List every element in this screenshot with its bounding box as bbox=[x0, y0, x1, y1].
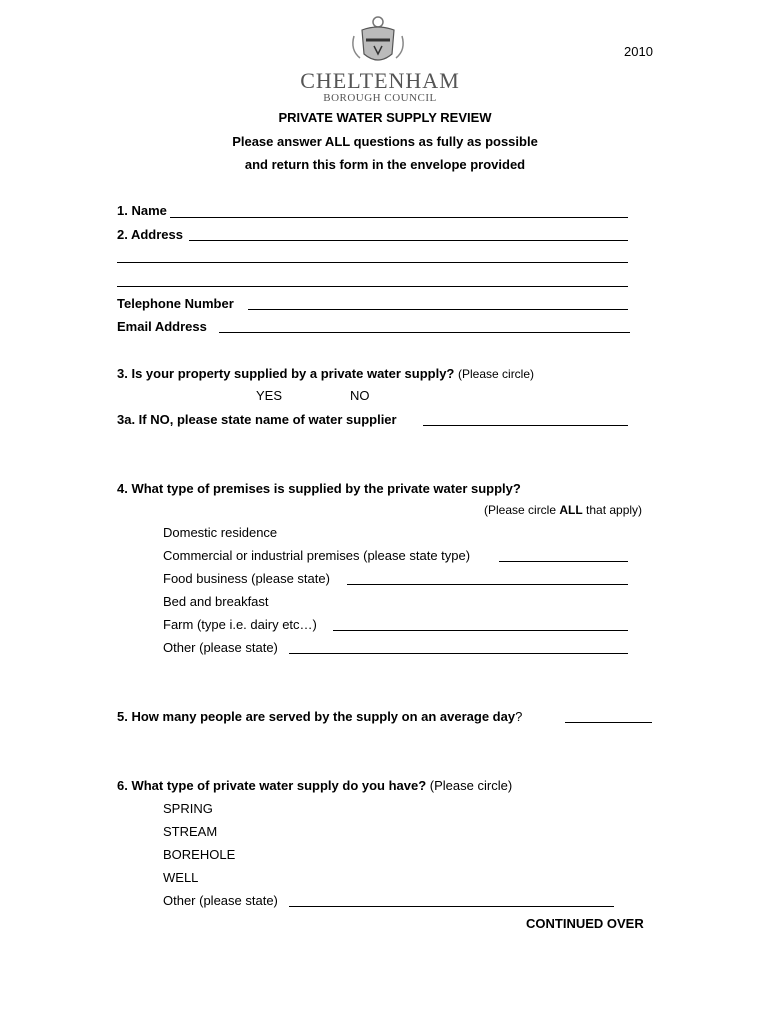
commercial-type-field[interactable] bbox=[499, 561, 628, 562]
q3-yes-option[interactable]: YES bbox=[256, 388, 283, 403]
form-title: PRIVATE WATER SUPPLY REVIEW bbox=[278, 110, 492, 125]
supply-option-well[interactable]: WELL bbox=[163, 870, 199, 885]
farm-type-field[interactable] bbox=[333, 630, 628, 631]
q6-note: (Please circle) bbox=[429, 778, 513, 793]
q3-question bbox=[117, 366, 534, 381]
name-field[interactable] bbox=[170, 217, 628, 218]
instruction-line-1: Please answer ALL questions as fully as possible bbox=[232, 134, 538, 149]
people-served-field[interactable] bbox=[565, 722, 652, 723]
council-logo bbox=[290, 10, 470, 105]
crest-icon bbox=[348, 10, 408, 70]
premises-other-field[interactable] bbox=[289, 653, 628, 654]
council-name: CHELTENHAM bbox=[300, 68, 460, 93]
water-supplier-field[interactable] bbox=[423, 425, 628, 426]
q3-label: 3. Is your property supplied by a private water supply? bbox=[117, 366, 455, 381]
address-field-1[interactable] bbox=[189, 240, 628, 241]
year: 2010 bbox=[624, 44, 653, 59]
q6-question bbox=[117, 778, 512, 793]
telephone-field[interactable] bbox=[248, 309, 628, 310]
supply-option-other[interactable]: Other (please state) bbox=[163, 893, 278, 908]
address-label: 2. Address bbox=[117, 227, 183, 242]
food-business-field[interactable] bbox=[347, 584, 628, 585]
supply-option-stream[interactable]: STREAM bbox=[163, 824, 218, 839]
premises-option-commercial[interactable]: Commercial or industrial premises (please state type) bbox=[163, 548, 471, 563]
supply-other-field[interactable] bbox=[289, 906, 614, 907]
telephone-label: Telephone Number bbox=[117, 296, 234, 311]
continued-over: CONTINUED OVER bbox=[526, 916, 644, 931]
q4-label: 4. What type of premises is supplied by the private water supply? bbox=[117, 481, 521, 496]
instruction-line-2: and return this form in the envelope provided bbox=[244, 157, 526, 172]
supply-option-borehole[interactable]: BOREHOLE bbox=[163, 847, 236, 862]
premises-option-other[interactable]: Other (please state) bbox=[163, 640, 278, 655]
q3-note: (Please circle) bbox=[458, 367, 535, 381]
premises-option-domestic[interactable]: Domestic residence bbox=[163, 525, 278, 540]
q6-label: 6. What type of private water supply do you have? bbox=[117, 778, 427, 793]
q3-no-option[interactable]: NO bbox=[350, 388, 370, 403]
name-label: 1. Name bbox=[117, 203, 167, 218]
supply-option-spring[interactable]: SPRING bbox=[163, 801, 213, 816]
council-subtitle: BOROUGH COUNCIL bbox=[323, 92, 437, 104]
q5-question: 5. How many people are served by the supply on an average day? bbox=[117, 709, 523, 724]
q4-note: (Please circle ALL that apply) bbox=[484, 503, 643, 517]
premises-option-farm[interactable]: Farm (type i.e. dairy etc…) bbox=[163, 617, 317, 632]
q5-label: 5. How many people are served by the supply on an average day bbox=[117, 709, 516, 724]
premises-option-bnb[interactable]: Bed and breakfast bbox=[163, 594, 269, 609]
email-label: Email Address bbox=[117, 319, 207, 334]
address-field-3[interactable] bbox=[117, 286, 628, 287]
address-field-2[interactable] bbox=[117, 262, 628, 263]
q3a-label: 3a. If NO, please state name of water supplier bbox=[117, 412, 397, 427]
premises-option-food[interactable]: Food business (please state) bbox=[163, 571, 330, 586]
email-field[interactable] bbox=[219, 332, 630, 333]
